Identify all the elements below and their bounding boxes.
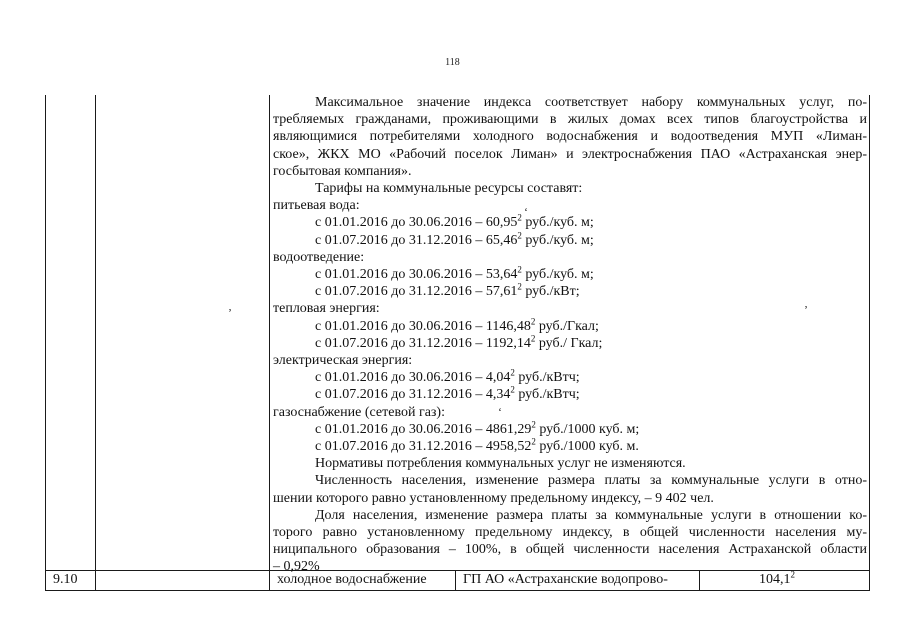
tariff-period: с 01.01.2016 до 30.06.2016 – 4861,29 — [315, 421, 532, 437]
intro-paragraph — [273, 94, 867, 180]
tariff-label: питьевая вода: — [273, 198, 360, 214]
tariff-period: с 01.07.2016 до 31.12.2016 – 57,61 — [315, 284, 518, 300]
footnote-mark: 2 — [790, 569, 795, 580]
text-line: являющимися потребителями холодного водоснабжения и водоотведения МУП «Лиман- — [273, 129, 867, 145]
tariff-row — [273, 386, 867, 403]
table-border-right — [869, 95, 870, 590]
footnote-mark: 2 — [510, 367, 515, 378]
tariff-unit: руб./ Гкал; — [535, 335, 603, 351]
norms-statement: Нормативы потребления коммунальных услуг не изменяются. — [315, 456, 686, 472]
tariff-period: с 01.07.2016 до 31.12.2016 – 1192,14 — [315, 335, 531, 351]
service-cell: холодное водоснабжение — [277, 572, 427, 587]
tariff-group-electricity — [273, 352, 867, 404]
tariff-unit: руб./1000 куб. м; — [535, 421, 640, 437]
tariff-row — [273, 283, 867, 300]
tariff-unit: руб./1000 куб. м. — [535, 439, 639, 455]
index-value: 104,1 — [759, 572, 791, 587]
footnote-mark: 2 — [517, 212, 522, 223]
text-line: шении которого равно установленному предельному индексу, – 9 402 чел. — [273, 490, 714, 506]
tariff-row — [273, 229, 867, 249]
scan-speck: ‘ — [498, 405, 502, 419]
footnote-mark: 2 — [531, 419, 536, 430]
tariff-period: с 01.07.2016 до 31.12.2016 – 65,46 — [315, 232, 518, 248]
text-line: Численность населения, изменение размера платы за коммунальные услуги в отно- — [315, 473, 867, 489]
row-number: 9.10 — [53, 572, 78, 587]
tariff-label: электрическая энергия: — [273, 353, 413, 369]
table-border-left — [45, 95, 46, 590]
text-line: торого равно установленному предельному индексу, в общей численности населения му- — [273, 525, 867, 541]
footnote-mark: 2 — [517, 281, 522, 292]
share-paragraph — [273, 507, 867, 576]
tariff-label: тепловая энергия: — [273, 301, 380, 317]
tariff-unit: руб./кВтч; — [514, 387, 580, 403]
scan-speck: ‚ — [804, 296, 808, 310]
tariff-unit: руб./кВтч; — [514, 370, 580, 386]
tariff-period: с 01.07.2016 до 31.12.2016 – 4958,52 — [315, 439, 532, 455]
tariff-period: с 01.01.2016 до 30.06.2016 – 4,04 — [315, 370, 511, 386]
footnote-mark: 2 — [517, 229, 522, 240]
tariff-period: с 01.01.2016 до 30.06.2016 – 53,64 — [315, 267, 518, 283]
population-paragraph — [273, 472, 867, 506]
text-line: ское», ЖКХ МО «Рабочий поселок Лиман» и электроснабжения ПАО «Астраханская энер- — [273, 146, 867, 162]
tariff-row — [273, 438, 867, 455]
tariff-period: с 01.01.2016 до 30.06.2016 – 1146,48 — [315, 318, 531, 334]
tariff-row — [273, 369, 867, 386]
tariff-period: с 01.07.2016 до 31.12.2016 – 4,34 — [315, 387, 511, 403]
footnote-mark: 2 — [510, 384, 515, 395]
text-line: требляемых гражданами, проживающими в жилых домах всех типов благоустройства и — [273, 112, 867, 128]
tariff-group-sewerage — [273, 249, 867, 301]
tariff-unit: руб./куб. м; — [521, 215, 594, 231]
text-line: – 0,92% — [273, 559, 320, 575]
index-value-cell — [759, 569, 795, 588]
provider-cell: ГП АО «Астраханские водопрово- — [463, 572, 668, 587]
tariff-label: газоснабжение (сетевой газ): — [273, 404, 445, 420]
scan-speck: ‚ — [228, 299, 232, 313]
scan-speck: ‘ — [524, 205, 528, 219]
page-number: 118 — [445, 57, 460, 68]
tariff-unit: руб./кВт; — [521, 284, 580, 300]
footnote-mark: 2 — [531, 436, 536, 447]
column-divider-2 — [269, 95, 270, 590]
footnote-mark: 2 — [530, 333, 536, 344]
text-line: Доля населения, изменение размера платы за коммунальные услуги в отношении ко- — [315, 507, 867, 523]
tariff-row — [273, 421, 867, 438]
tariff-row — [273, 266, 867, 283]
tariff-unit: руб./куб. м; — [521, 267, 594, 283]
column-divider-1 — [95, 95, 96, 590]
tariff-row — [273, 214, 867, 231]
tariffs-intro: Тарифы на коммунальные ресурсы составят: — [315, 181, 583, 197]
table-border-bottom — [45, 590, 870, 591]
footnote-mark: 2 — [530, 315, 536, 326]
tariff-row — [273, 335, 867, 352]
row-description — [273, 94, 867, 576]
tariff-period: с 01.01.2016 до 30.06.2016 – 60,95 — [315, 215, 518, 231]
text-line: ниципального образования – 100%, в общей численности населения Астраханской области — [273, 542, 867, 558]
tariff-row — [273, 315, 867, 335]
tariff-unit: руб./куб. м; — [521, 232, 594, 248]
tariff-group-water — [273, 197, 867, 249]
tariff-label: водоотведение: — [273, 249, 365, 265]
tariff-unit: руб./Гкал; — [535, 318, 599, 334]
text-line: Максимальное значение индекса соответствует набору коммунальных услуг, по- — [315, 95, 867, 110]
tariff-group-heat — [273, 300, 867, 352]
footnote-mark: 2 — [517, 264, 522, 275]
tariff-group-gas — [273, 404, 867, 456]
text-line: госбытовая компания». — [273, 163, 412, 179]
